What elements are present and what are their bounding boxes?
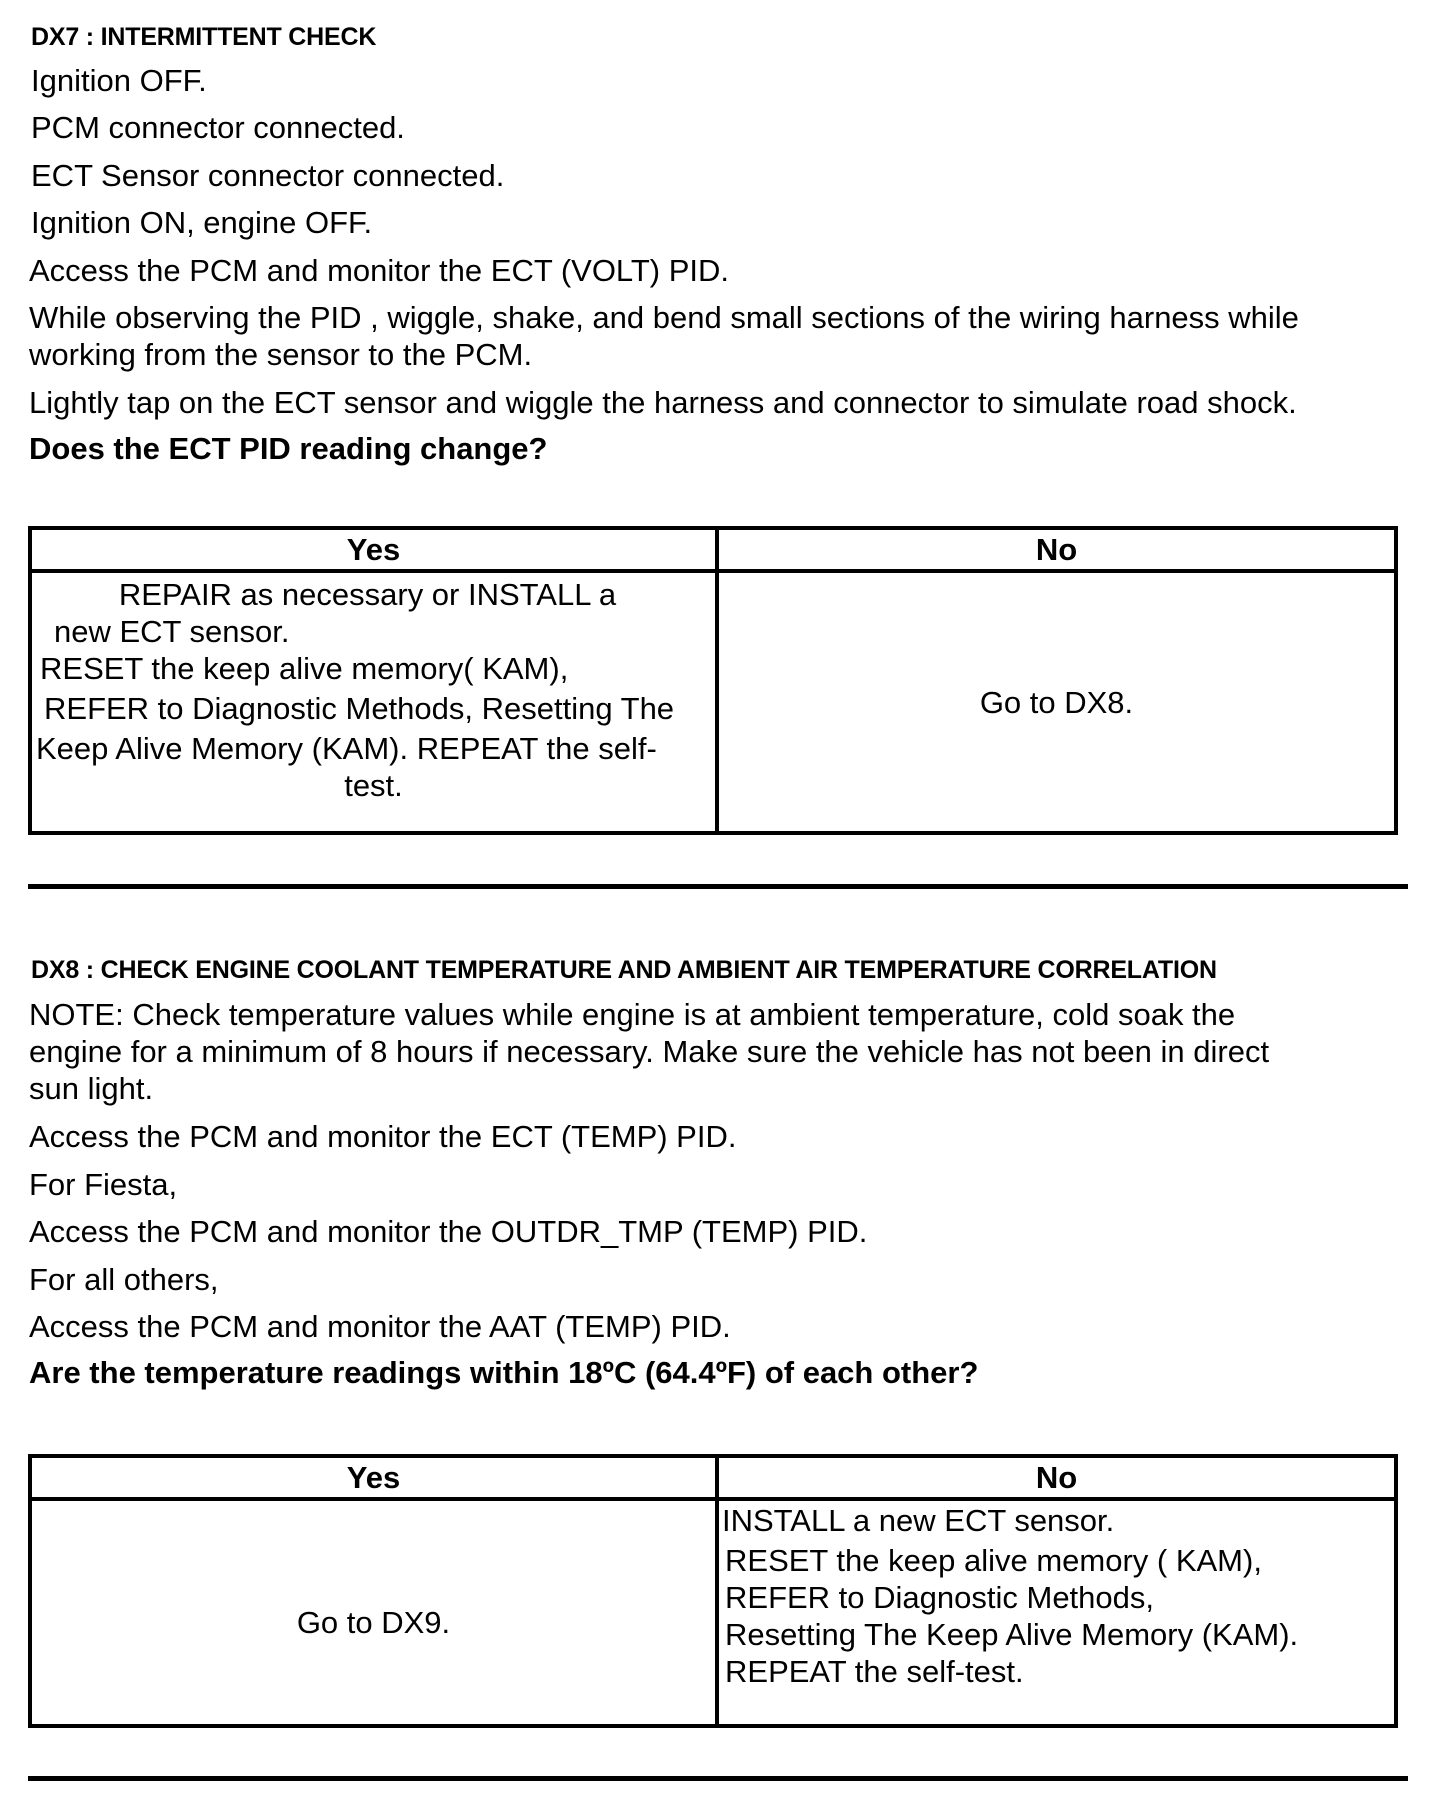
cell-line: Resetting The Keep Alive Memory (KAM). bbox=[725, 1617, 1299, 1652]
cell-line: REFER to Diagnostic Methods, bbox=[725, 1580, 1155, 1615]
dx7-step: Access the PCM and monitor the ECT (VOLT) PID. bbox=[29, 253, 730, 288]
cell-line: REFER to Diagnostic Methods, Resetting The bbox=[44, 691, 675, 726]
dx8-result-table bbox=[28, 1454, 1398, 1728]
dx8-note-line: sun light. bbox=[29, 1071, 154, 1106]
dx7-heading: DX7 : INTERMITTENT CHECK bbox=[31, 23, 377, 51]
dx7-step: working from the sensor to the PCM. bbox=[29, 337, 533, 372]
yes-cell: Go to DX9. bbox=[296, 1605, 451, 1640]
header-yes: Yes bbox=[346, 532, 401, 567]
column-divider bbox=[715, 1458, 719, 1724]
dx8-step: Access the PCM and monitor the AAT (TEMP) PID. bbox=[29, 1309, 731, 1344]
header-yes: Yes bbox=[346, 1460, 401, 1495]
dx8-heading: DX8 : CHECK ENGINE COOLANT TEMPERATURE AND AMBIENT AIR TEMPERATURE CORRELATION bbox=[31, 956, 1217, 984]
dx8-step: For Fiesta, bbox=[29, 1167, 178, 1202]
dx8-note-line: engine for a minimum of 8 hours if necessary. Make sure the vehicle has not been in direct bbox=[29, 1034, 1270, 1069]
section-divider bbox=[28, 1776, 1408, 1781]
cell-line: RESET the keep alive memory( KAM), bbox=[40, 651, 569, 686]
dx7-result-table bbox=[28, 526, 1398, 835]
dx7-step: Ignition ON, engine OFF. bbox=[31, 205, 373, 240]
no-cell bbox=[722, 1502, 1394, 1690]
dx7-step: PCM connector connected. bbox=[31, 110, 405, 145]
dx8-step: Access the PCM and monitor the ECT (TEMP) PID. bbox=[29, 1119, 737, 1154]
section-divider bbox=[28, 884, 1408, 889]
no-cell: Go to DX8. bbox=[979, 685, 1134, 720]
cell-line: INSTALL a new ECT sensor. bbox=[722, 1503, 1115, 1538]
dx8-step: Access the PCM and monitor the OUTDR_TMP (TEMP) PID. bbox=[29, 1214, 868, 1249]
cell-line: RESET the keep alive memory ( KAM), bbox=[725, 1543, 1262, 1578]
cell-line: REPAIR as necessary or INSTALL a bbox=[118, 577, 617, 612]
dx8-note-line: NOTE: Check temperature values while engine is at ambient temperature, cold soak the bbox=[29, 997, 1236, 1032]
cell-line: test. bbox=[344, 768, 403, 803]
dx7-step: Lightly tap on the ECT sensor and wiggle the harness and connector to simulate road shock. bbox=[29, 385, 1297, 420]
dx8-question: Are the temperature readings within 18ºC (64.4ºF) of each other? bbox=[29, 1355, 979, 1390]
header-no: No bbox=[1035, 1460, 1078, 1495]
dx7-question: Does the ECT PID reading change? bbox=[29, 431, 548, 466]
header-no: No bbox=[1035, 532, 1078, 567]
dx7-step: Ignition OFF. bbox=[31, 63, 207, 98]
cell-line: new ECT sensor. bbox=[54, 614, 290, 649]
dx7-step: While observing the PID , wiggle, shake, and bend small sections of the wiring harness while bbox=[29, 300, 1299, 335]
table-header-row bbox=[32, 1458, 1394, 1501]
cell-line: Keep Alive Memory (KAM). REPEAT the self- bbox=[36, 731, 657, 766]
column-divider bbox=[715, 530, 719, 831]
dx8-step: For all others, bbox=[29, 1262, 219, 1297]
yes-cell bbox=[32, 576, 715, 804]
dx7-step: ECT Sensor connector connected. bbox=[31, 158, 505, 193]
cell-line: REPEAT the self-test. bbox=[725, 1654, 1024, 1689]
table-header-row bbox=[32, 530, 1394, 573]
